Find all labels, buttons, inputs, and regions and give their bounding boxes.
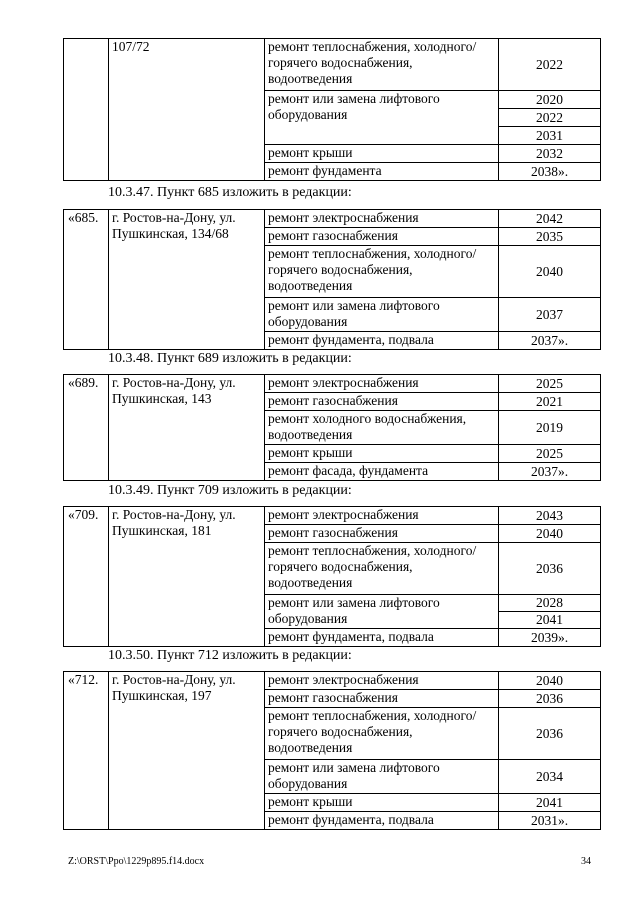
year-cell: 2037	[499, 298, 601, 332]
year-cell: 2022	[499, 109, 601, 127]
section-heading: 10.3.50. Пункт 712 изложить в редакции:	[108, 648, 352, 663]
year-cell: 2035	[499, 228, 601, 246]
item-689-table	[63, 374, 601, 481]
work-cell: ремонт крыши	[265, 145, 499, 163]
year-cell: 2025	[499, 445, 601, 463]
year-cell: 2031	[499, 127, 601, 145]
work-cell: ремонт или замена лифтового оборудования	[265, 91, 499, 145]
section-heading: 10.3.48. Пункт 689 изложить в редакции:	[108, 351, 352, 366]
item-number: «689.	[64, 375, 109, 481]
work-cell: ремонт фундамента, подвала	[265, 812, 499, 830]
year-cell: 2031».	[499, 812, 601, 830]
work-cell: ремонт теплоснабжения, холодного/горячего водоснабжения, водоотведения	[265, 246, 499, 298]
work-cell: ремонт электроснабжения	[265, 507, 499, 525]
work-cell: ремонт фундамента	[265, 163, 499, 181]
work-cell: ремонт газоснабжения	[265, 690, 499, 708]
year-cell: 2039».	[499, 629, 601, 647]
work-cell: ремонт электроснабжения	[265, 672, 499, 690]
address-cell: г. Ростов-на-Дону, ул. Пушкинская, 143	[109, 375, 265, 481]
year-cell: 2041	[499, 612, 601, 629]
work-cell: ремонт фундамента, подвала	[265, 332, 499, 350]
work-cell: ремонт теплоснабжения, холодного/горячего водоснабжения, водоотведения	[265, 39, 499, 91]
item-712-table	[63, 671, 601, 830]
year-cell: 2043	[499, 507, 601, 525]
footer-file-path: Z:\ORST\Ppo\1229p895.f14.docx	[68, 856, 205, 867]
year-cell: 2032	[499, 145, 601, 163]
year-cell: 2038».	[499, 163, 601, 181]
year-cell: 2037».	[499, 463, 601, 481]
item-number: «685.	[64, 210, 109, 350]
year-cell: 2040	[499, 246, 601, 298]
year-cell: 2025	[499, 375, 601, 393]
continuation-table	[63, 38, 601, 181]
work-cell: ремонт крыши	[265, 445, 499, 463]
page-number: 34	[581, 856, 591, 867]
work-cell: ремонт теплоснабжения, холодного/горячего водоснабжения, водоотведения	[265, 543, 499, 595]
item-number: «709.	[64, 507, 109, 647]
year-cell: 2036	[499, 708, 601, 760]
year-cell: 2040	[499, 525, 601, 543]
year-cell: 2028	[499, 595, 601, 612]
work-cell: ремонт или замена лифтового оборудования	[265, 595, 499, 629]
work-cell: ремонт теплоснабжения, холодного/горячего водоснабжения, водоотведения	[265, 708, 499, 760]
work-cell: ремонт газоснабжения	[265, 228, 499, 246]
work-cell: ремонт газоснабжения	[265, 525, 499, 543]
year-cell: 2019	[499, 411, 601, 445]
year-cell: 2037».	[499, 332, 601, 350]
work-cell: ремонт фундамента, подвала	[265, 629, 499, 647]
work-cell: ремонт электроснабжения	[265, 375, 499, 393]
item-685-table	[63, 209, 601, 350]
year-cell: 2036	[499, 690, 601, 708]
work-cell: ремонт электроснабжения	[265, 210, 499, 228]
year-cell: 2034	[499, 760, 601, 794]
work-cell: ремонт или замена лифтового оборудования	[265, 760, 499, 794]
year-cell: 2022	[499, 39, 601, 91]
address-cell: г. Ростов-на-Дону, ул. Пушкинская, 134/68	[109, 210, 265, 350]
address-cell: г. Ростов-на-Дону, ул. Пушкинская, 181	[109, 507, 265, 647]
work-cell: ремонт газоснабжения	[265, 393, 499, 411]
address-cell: г. Ростов-на-Дону, ул. Пушкинская, 197	[109, 672, 265, 830]
year-cell: 2021	[499, 393, 601, 411]
section-heading: 10.3.49. Пункт 709 изложить в редакции:	[108, 483, 352, 498]
year-cell: 2036	[499, 543, 601, 595]
section-heading: 10.3.47. Пункт 685 изложить в редакции:	[108, 185, 352, 200]
year-cell: 2020	[499, 91, 601, 109]
work-cell: ремонт крыши	[265, 794, 499, 812]
item-709-table	[63, 506, 601, 647]
year-cell: 2041	[499, 794, 601, 812]
work-cell: ремонт или замена лифтового оборудования	[265, 298, 499, 332]
year-cell: 2040	[499, 672, 601, 690]
work-cell: ремонт холодного водоснабжения, водоотведения	[265, 411, 499, 445]
item-number: «712.	[64, 672, 109, 830]
item-number	[64, 39, 109, 181]
address-cell: 107/72	[109, 39, 265, 181]
year-cell: 2042	[499, 210, 601, 228]
work-cell: ремонт фасада, фундамента	[265, 463, 499, 481]
